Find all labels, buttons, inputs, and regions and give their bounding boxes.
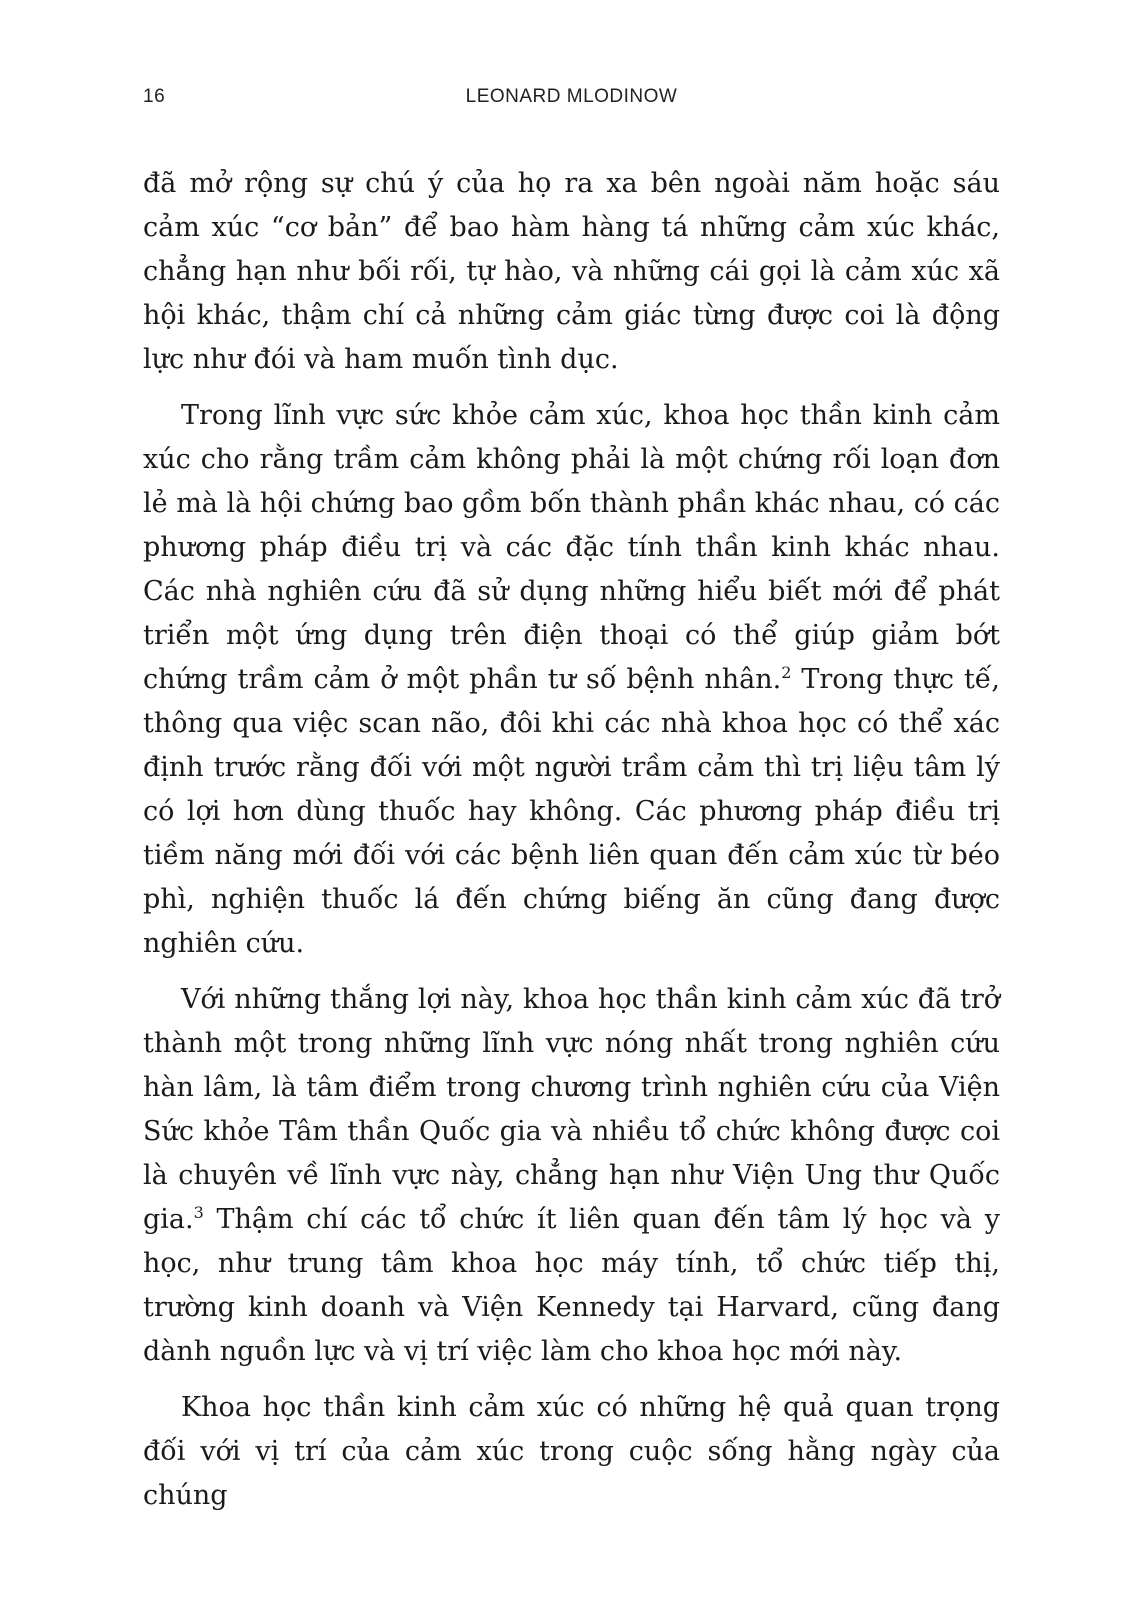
paragraph-text: Trong lĩnh vực sức khỏe cảm xúc, khoa học thần kinh cảm xúc cho rằng trầm cảm không phải là một chứng rối loạn đơn lẻ mà là hội chứng bao gồm bốn thành phần khác nhau, có các phương pháp điều trị và các đặc tính thần kinh khác nhau. Các nhà nghiên cứu đã sử dụng những hiểu biết mới để phát triển một ứng dụng trên điện thoại có thể giúp giảm bớt chứng trầm cảm ở một phần tư số bệnh nhân. [143,400,1000,695]
page-number: 16 [143,86,166,107]
paragraph-text: Khoa học thần kinh cảm xúc có những hệ quả quan trọng đối với vị trí của cảm xúc trong cuộc sống hằng ngày của chúng [143,1392,1000,1511]
paragraph-depression [143,394,1000,966]
body-text [143,162,1000,1518]
paragraph-research-field [143,978,1000,1374]
paragraph-text: Trong thực tế, thông qua việc scan não, đôi khi các nhà khoa học có thể xác định trước rằng đối với một người trầm cảm thì trị liệu tâm lý có lợi hơn dùng thuốc hay không. Các phương pháp điều trị tiềm năng mới đối với các bệnh liên quan đến cảm xúc từ béo phì, nghiện thuốc lá đến chứng biếng ăn cũng đang được nghiên cứu. [143,664,1000,959]
paragraph-text: Thậm chí các tổ chức ít liên quan đến tâm lý học và y học, như trung tâm khoa học máy tính, tổ chức tiếp thị, trường kinh doanh và Viện Kennedy tại Harvard, cũng đang dành nguồn lực và vị trí việc làm cho khoa học mới này. [143,1204,1000,1367]
footnote-reference: 2 [781,663,792,682]
paragraph-continued [143,162,1000,382]
footnote-reference: 3 [193,1203,204,1222]
paragraph-consequences [143,1386,1000,1518]
paragraph-text: đã mở rộng sự chú ý của họ ra xa bên ngoài năm hoặc sáu cảm xúc “cơ bản” để bao hàm hàng tá những cảm xúc khác, chẳng hạn như bối rối, tự hào, và những cái gọi là cảm xúc xã hội khác, thậm chí cả những cảm giác từng được coi là động lực như đói và ham muốn tình dục. [143,168,1000,375]
paragraph-text: Với những thắng lợi này, khoa học thần kinh cảm xúc đã trở thành một trong những lĩnh vực nóng nhất trong nghiên cứu hàn lâm, là tâm điểm trong chương trình nghiên cứu của Viện Sức khỏe Tâm thần Quốc gia và nhiều tổ chức không được coi là chuyên về lĩnh vực này, chẳng hạn như Viện Ung thư Quốc gia. [143,984,1000,1235]
author-running-title: LEONARD MLODINOW [465,86,678,107]
running-head [143,86,1000,116]
